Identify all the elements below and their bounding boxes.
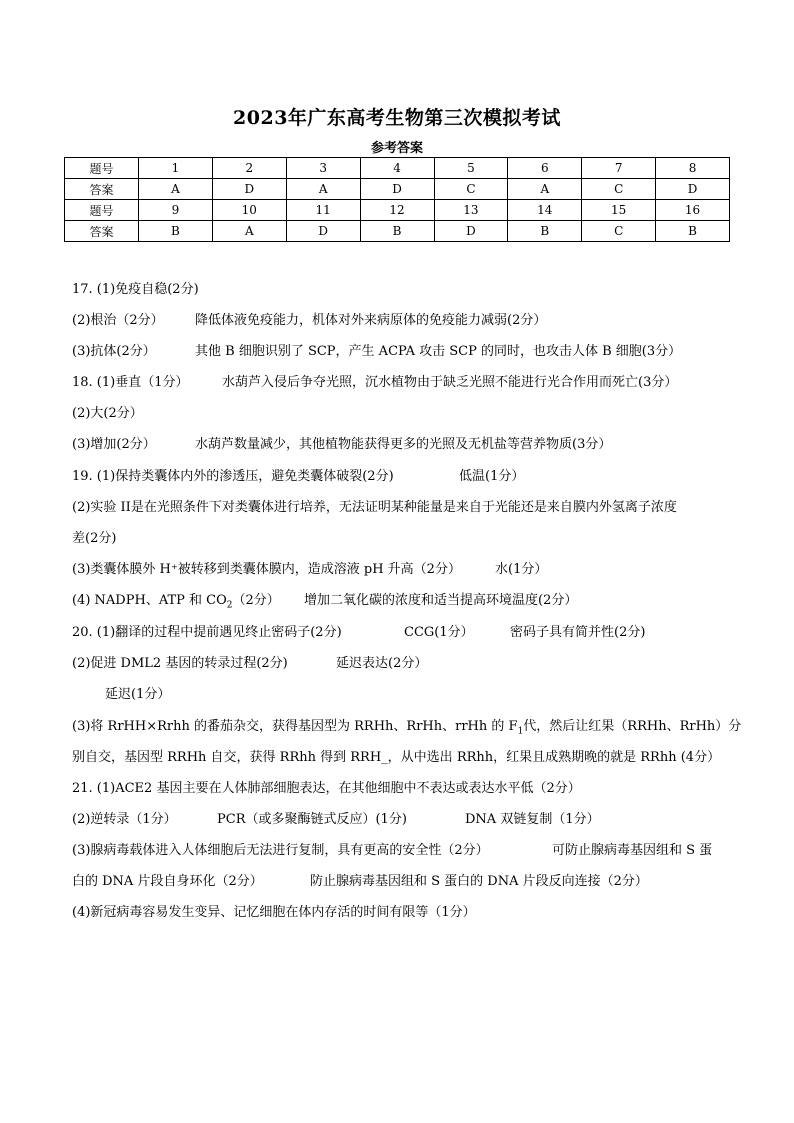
table-cell: 8: [656, 158, 730, 179]
table-row: [65, 179, 730, 200]
table-cell: C: [434, 179, 508, 200]
answer-21-2: (2)逆转录（1分） PCR（或多聚酶链式反应）(1分) DNA 双链复制（1分）: [72, 812, 600, 827]
table-cell: D: [656, 179, 730, 200]
table-cell: 2: [212, 158, 286, 179]
table-row-header: 答案: [65, 179, 139, 200]
answer-18-1: 18. (1)垂直（1分） 水葫芦入侵后争夺光照，沉水植物由于缺乏光照不能进行光合作用而死亡(3分）: [72, 375, 678, 390]
table-cell: A: [508, 179, 582, 200]
table-cell: 1: [139, 158, 213, 179]
table-cell: 11: [286, 200, 360, 221]
table-cell: 14: [508, 200, 582, 221]
table-cell: D: [360, 179, 434, 200]
answer-18-3: (3)增加(2分） 水葫芦数量减少，其他植物能获得更多的光照及无机盐等营养物质(3分）: [72, 437, 612, 452]
answer-17-2: (2)根治（2分） 降低体液免疫能力，机体对外来病原体的免疫能力减弱(2分）: [72, 313, 547, 328]
answer-20-2-cont: 延迟(1分）: [105, 687, 171, 702]
table-cell: C: [582, 179, 656, 200]
table-cell: A: [212, 221, 286, 242]
table-row-header: 题号: [65, 158, 139, 179]
table-cell: B: [656, 221, 730, 242]
table-cell: B: [139, 221, 213, 242]
answer-19-2-cont: 差(2分): [72, 531, 117, 546]
table-cell: D: [434, 221, 508, 242]
table-row-header: 答案: [65, 221, 139, 242]
table-cell: D: [286, 221, 360, 242]
answer-21-4: (4)新冠病毒容易发生变异、记忆细胞在体内存活的时间有限等（1分）: [72, 905, 476, 920]
answer-20-3-cont: 别自交，基因型 RRHh 自交，获得 RRhh 得到 RRH_，从中选出 RRhh，红果且成熟期晚的就是 RRhh (4分）: [72, 750, 721, 765]
answer-19-3: (3)类囊体膜外 H⁺被转移到类囊体膜内，造成溶液 pH 升高（2分） 水(1分）: [72, 562, 548, 577]
answer-21-3-cont: 白的 DNA 片段自身环化（2分） 防止腺病毒基因组和 S 蛋白的 DNA 片段反向连接（2分）: [72, 874, 648, 889]
table-row-header: 题号: [65, 200, 139, 221]
table-cell: 12: [360, 200, 434, 221]
table-cell: 15: [582, 200, 656, 221]
table-cell: 6: [508, 158, 582, 179]
table-cell: 10: [212, 200, 286, 221]
table-cell: 5: [434, 158, 508, 179]
table-cell: C: [582, 221, 656, 242]
table-cell: 4: [360, 158, 434, 179]
answer-20-1: 20. (1)翻译的过程中提前遇见终止密码子(2分) CCG(1分） 密码子具有简并性(2分): [72, 625, 646, 640]
answer-20-3: (3)将 RrHH×Rrhh 的番茄杂交，获得基因型为 RRHh、RrHh、rrHh 的 $F_1$代，然后让红果（RRHh、RrHh）分: [72, 719, 742, 737]
answer-17-3: (3)抗体(2分） 其他 B 细胞识别了 SCP，产生 ACPA 攻击 SCP 的同时，也攻击人体 B 细胞(3分）: [72, 344, 682, 359]
answer-19-1: 19. (1)保持类囊体内外的渗透压，避免类囊体破裂(2分) 低温(1分）: [72, 469, 525, 484]
table-cell: 7: [582, 158, 656, 179]
answer-21-3: (3)腺病毒载体进入人体细胞后无法进行复制，具有更高的安全性（2分） 可防止腺病毒基因组和 S 蛋: [72, 843, 713, 858]
answer-19-2: (2)实验 II是在光照条件下对类囊体进行培养，无法证明某种能量是来自于光能还是来自膜内外氢离子浓度: [72, 500, 677, 515]
table-cell: 13: [434, 200, 508, 221]
page-title: 2023年广东高考生物第三次模拟考试: [233, 107, 561, 129]
table-cell: B: [360, 221, 434, 242]
table-cell: 9: [139, 200, 213, 221]
table-cell: D: [212, 179, 286, 200]
answer-21-1: 21. (1)ACE2 基因主要在人体肺部细胞表达，在其他细胞中不表达或表达水平低（2分）: [72, 781, 581, 796]
answer-17-1: 17. (1)免疫自稳(2分): [72, 282, 199, 297]
answer-18-2: (2)大(2分）: [72, 406, 143, 421]
answer-19-4: (4) NADPH、ATP 和 $CO_2(2$分） 增加二氧化碳的浓度和适当提高环境温度(2分）: [72, 593, 578, 611]
table-cell: B: [508, 221, 582, 242]
answer-table: [64, 157, 730, 242]
table-row: [65, 158, 730, 179]
table-row: [65, 200, 730, 221]
table-row: [65, 221, 730, 242]
answer-key-subtitle: 参考答案: [370, 141, 423, 156]
table-cell: A: [139, 179, 213, 200]
table-cell: 16: [656, 200, 730, 221]
answer-20-2: (2)促进 DML2 基因的转录过程(2分) 延迟表达(2分）: [72, 656, 428, 671]
table-cell: A: [286, 179, 360, 200]
table-cell: 3: [286, 158, 360, 179]
